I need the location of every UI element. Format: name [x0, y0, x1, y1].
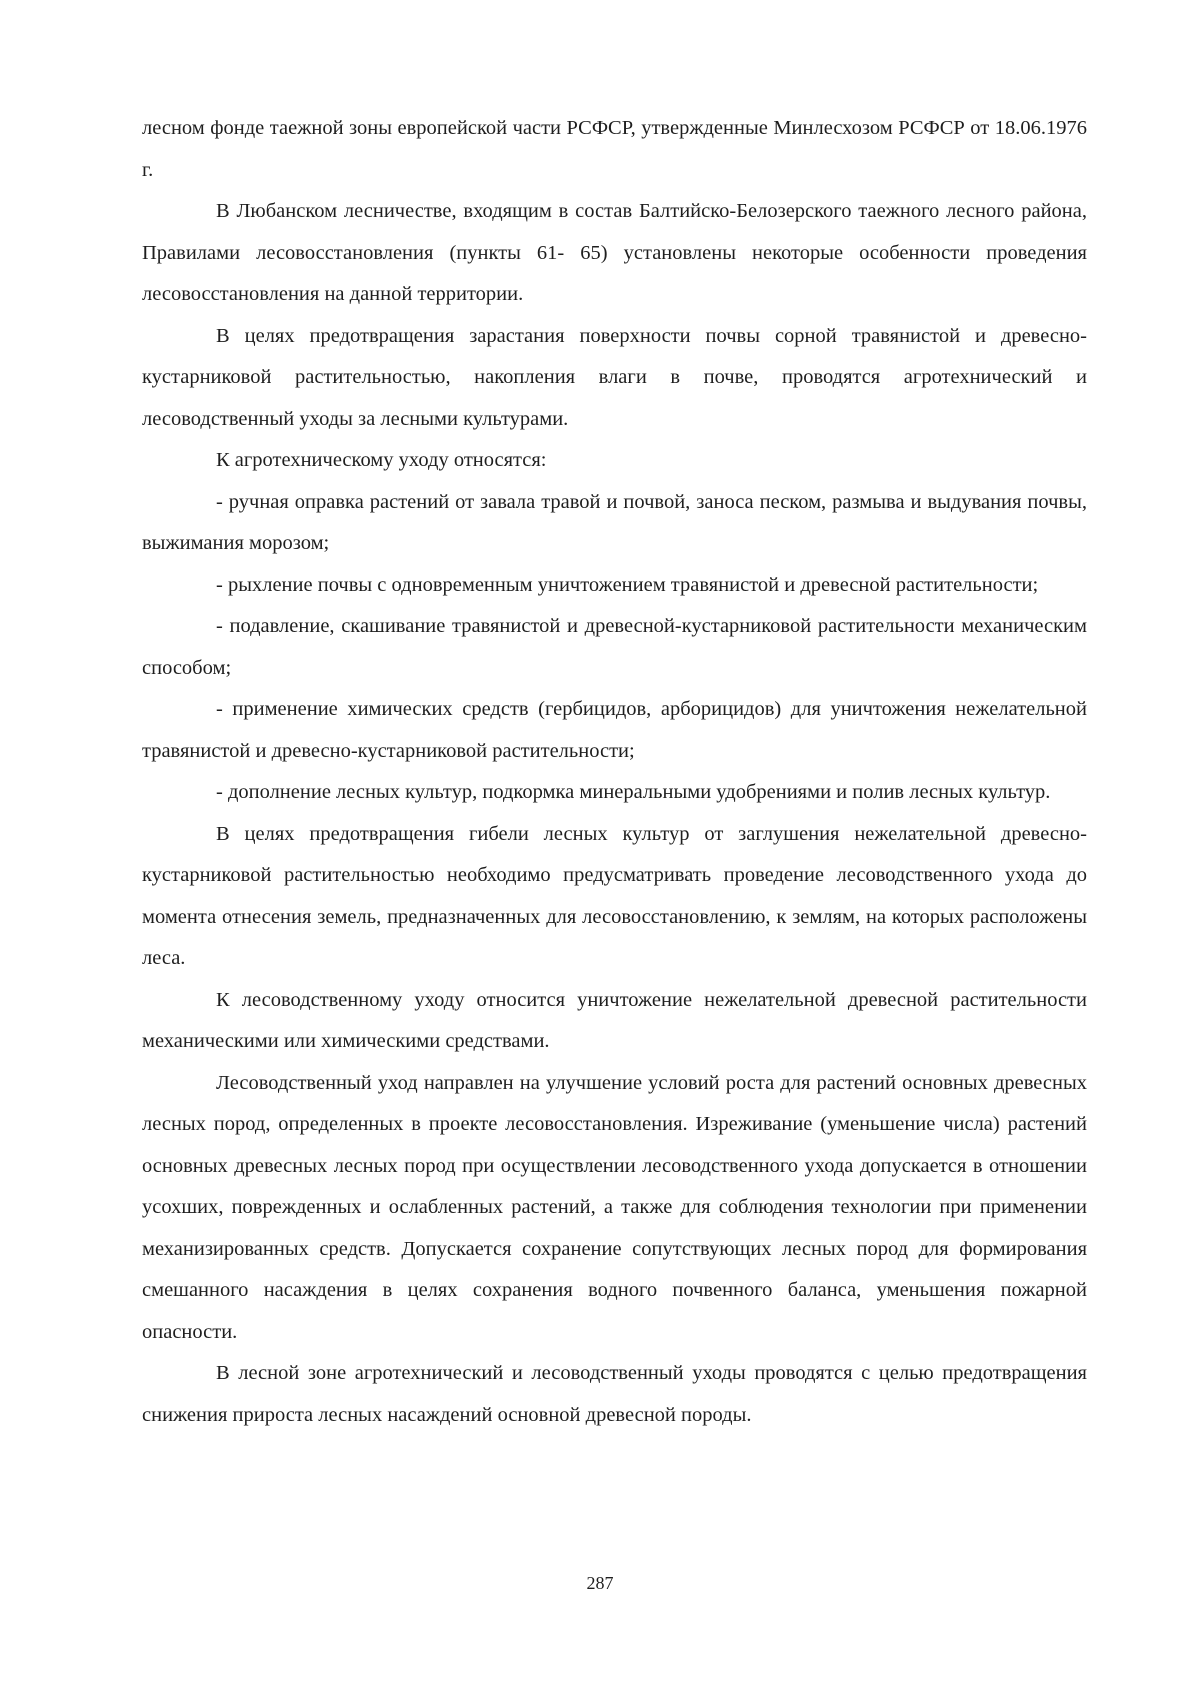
paragraph-forest-zone: В лесной зоне агротехнический и лесоводственный уходы проводятся с целью предотвращения снижения прироста лесных насаждений основной древесной породы.: [142, 1362, 1087, 1426]
page-body-text: [142, 108, 1087, 1436]
paragraph-lyuban-forestry: В Любанском лесничестве, входящим в состав Балтийско-Белозерского таежного лесного района, Правилами лесовосстановления (пункты 61- 65) установлены некоторые особенности проведения лесовосстановления на данной территории.: [142, 200, 1087, 305]
list-item-supplement: - дополнение лесных культур, подкормка минеральными удобрениями и полив лесных культур.: [216, 781, 1051, 803]
list-item-mowing: - подавление, скашивание травянистой и древесной-кустарниковой растительности механическим способом;: [142, 615, 1087, 679]
paragraph-care-purpose: В целях предотвращения зарастания поверхности почвы сорной травянистой и древесно-кустарниковой растительностью, накопления влаги в почве, проводятся агротехнический и лесоводственный уходы за лесными культурами.: [142, 324, 1087, 430]
page-number: 287: [586, 1573, 614, 1593]
list-item-manual-adjustment: - ручная оправка растений от завала травой и почвой, заноса песком, размыва и выдувания почвы, выжимания морозом;: [142, 490, 1087, 554]
list-item-soil-loosening: - рыхление почвы с одновременным уничтожением травянистой и древесной растительности;: [216, 573, 1039, 596]
paragraph-care-direction: Лесоводственный уход направлен на улучшение условий роста для растений основных древесных лесных пород, определенных в проекте лесовосстановления. Изреживание (уменьшение числа) растений основных древесных лесных пород при осуществлении лесоводственного ухода допускается в отношении усохших, поврежденных и ослабленных растений, а также для соблюдения технологии при применении механизированных средств. Допускается сохранение сопутствующих лесных пород для формирования смешанного насаждения в целях сохранения водного почвенного баланса, уменьшения пожарной опасности.: [142, 1071, 1087, 1343]
paragraph-prevent-suppression: В целях предотвращения гибели лесных культур от заглушения нежелательной древесно-кустарниковой растительностью необходимо предусматривать проведение лесоводственного ухода до момента отнесения земель, предназначенных для лесовосстановлению, к землям, на которых расположены леса.: [142, 822, 1087, 969]
list-item-chemicals: - применение химических средств (гербицидов, арборицидов) для уничтожения нежелательной травянистой и древесно-кустарниковой растительности;: [142, 698, 1087, 762]
paragraph-agrotech-heading: К агротехническому уходу относятся:: [216, 449, 547, 471]
paragraph-continuation: лесном фонде таежной зоны европейской части РСФСР, утвержденные Минлесхозом РСФСР от 18.06.1976 г.: [142, 117, 1087, 181]
paragraph-silvicultural-care: К лесоводственному уходу относится уничтожение нежелательной древесной растительности механическими или химическими средствами.: [142, 988, 1087, 1052]
